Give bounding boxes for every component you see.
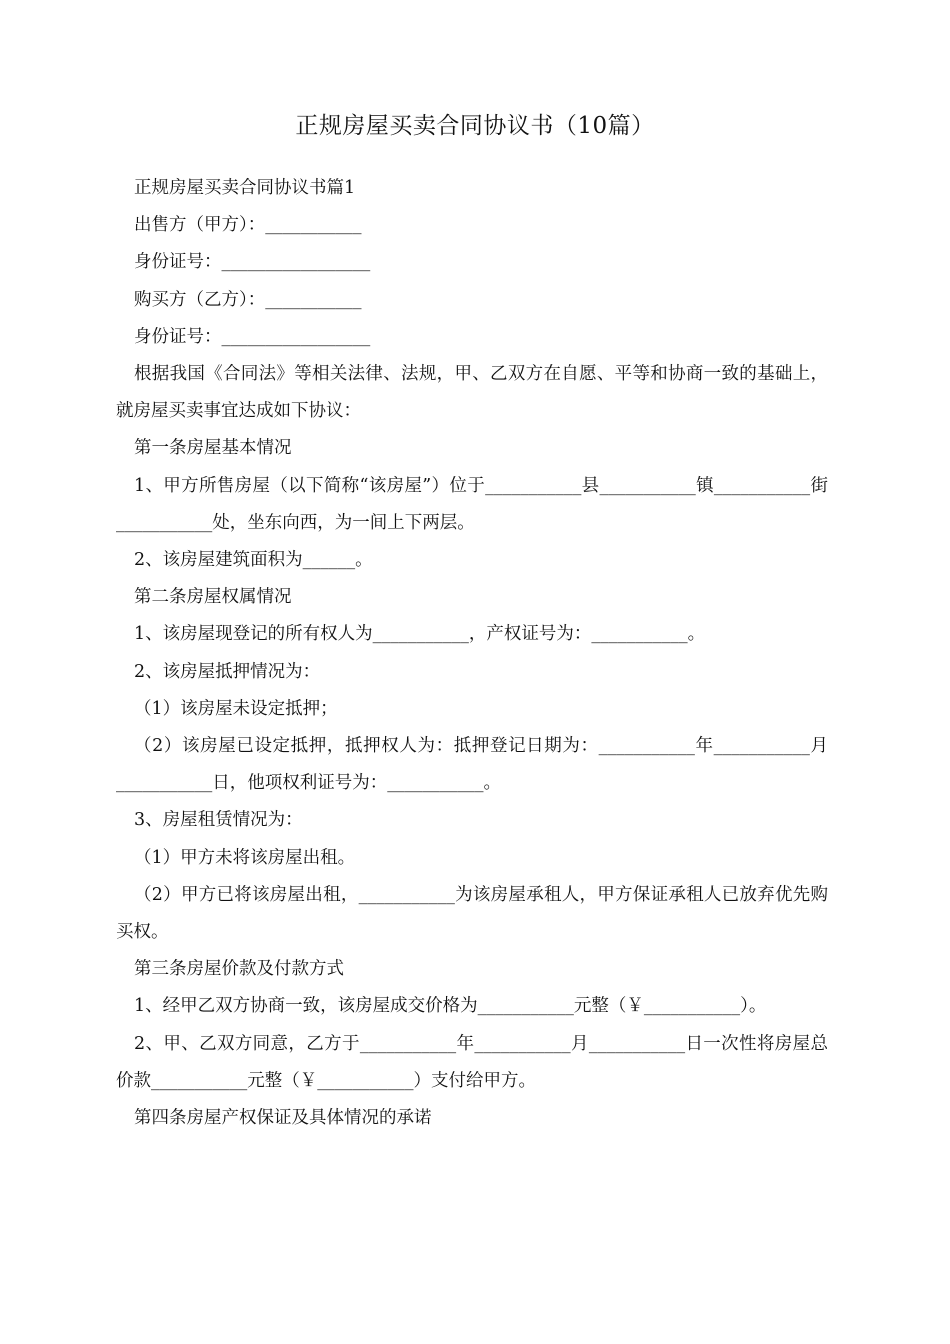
clause-paragraph: 2、甲、乙双方同意，乙方于___________年___________月___________日一次性将房屋总价款___________元整（￥___________）支付给甲方。 <box>116 1033 828 1091</box>
document-title: 正规房屋买卖合同协议书（10篇） <box>295 113 655 139</box>
article-heading: 第四条房屋产权保证及具体情况的承诺 <box>134 1108 432 1129</box>
article-heading: 第一条房屋基本情况 <box>134 438 292 459</box>
clause-paragraph: （1）该房屋未设定抵押； <box>134 698 338 719</box>
clause-paragraph: 1、经甲乙双方协商一致，该房屋成交价格为___________元整（￥___________）。 <box>134 996 767 1017</box>
clause-paragraph: 3、房屋租赁情况为： <box>134 810 303 831</box>
document-body <box>116 170 828 1137</box>
clause-paragraph: （2）甲方已将该房屋出租，___________为该房屋承租人，甲方保证承租人已放弃优先购买权。 <box>116 884 828 943</box>
article-heading: 第二条房屋权属情况 <box>134 587 292 608</box>
article-heading: 第三条房屋价款及付款方式 <box>134 959 344 980</box>
section-heading: 正规房屋买卖合同协议书篇1 <box>134 178 356 198</box>
clause-paragraph: （1）甲方未将该房屋出租。 <box>134 847 356 868</box>
clause-paragraph: 2、该房屋抵押情况为： <box>134 661 321 682</box>
preamble-paragraph: 根据我国《合同法》等相关法律、法规，甲、乙双方在自愿、平等和协商一致的基础上，就房屋买卖事宜达成如下协议： <box>116 364 828 422</box>
clause-paragraph: 1、甲方所售房屋（以下简称“该房屋”）位于___________县___________镇___________街___________处，坐东向西，为一间上下两层。 <box>116 475 828 533</box>
clause-paragraph: （2）该房屋已设定抵押，抵押权人为：抵押登记日期为：___________年___________月___________日，他项权利证号为：___________。 <box>116 736 828 794</box>
clause-paragraph: 1、该房屋现登记的所有权人为___________，产权证号为：___________。 <box>134 624 706 645</box>
buyer-line: 购买方（乙方）：___________ <box>134 289 362 310</box>
seller-id-line: 身份证号：_________________ <box>134 252 371 273</box>
clause-paragraph: 2、该房屋建筑面积为______。 <box>134 550 373 571</box>
seller-line: 出售方（甲方）：___________ <box>134 215 362 236</box>
buyer-id-line: 身份证号：_________________ <box>134 326 371 347</box>
